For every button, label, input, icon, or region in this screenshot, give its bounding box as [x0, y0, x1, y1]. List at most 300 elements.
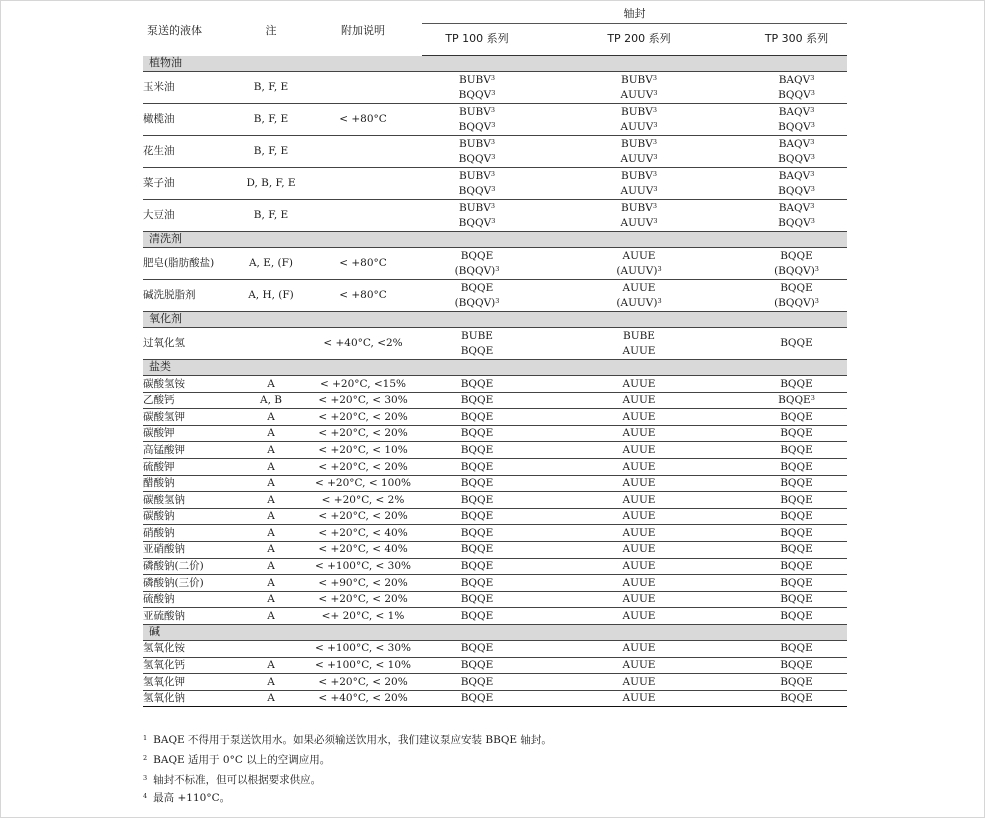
footnote-ref: 3 [657, 264, 662, 273]
tp300-seal-code: BQQE [780, 410, 813, 423]
tp200-seal-code: AUUE [622, 642, 656, 655]
liquid-name: 氢氧化钾 [143, 674, 238, 691]
extra-cell: < +40°C, <2% [304, 328, 422, 360]
tp100-seal-code: BQQE [460, 526, 494, 539]
tp100-seal-code: BQQE [460, 560, 494, 573]
tp200-seal-cell [532, 475, 746, 492]
table-row [143, 425, 847, 442]
footnote-ref: 3 [814, 264, 819, 273]
tp100-seal-code: BQQE [460, 609, 494, 622]
footnote-ref: 3 [491, 216, 496, 225]
footnote-ref: 3 [490, 138, 495, 146]
table-row [143, 575, 847, 592]
tp200-seal-code: AUUE [622, 576, 656, 589]
tp300-seal-code: BQQE [780, 576, 813, 589]
tp200-seal-cell [532, 541, 746, 558]
liquid-name: 碳酸钠 [143, 508, 238, 525]
note-cell: A [238, 492, 304, 509]
tp100-seal-code: BQQE [460, 593, 494, 606]
tp100-seal-cell [422, 541, 532, 558]
tp300-seal-cell [746, 409, 847, 426]
footnote-mark: 4 [143, 792, 148, 800]
category-row [143, 56, 847, 72]
tp200-seal-code: AUUE [622, 510, 656, 523]
note-cell [238, 328, 304, 360]
tp100-seal-cell [422, 392, 532, 409]
category-row [143, 232, 847, 248]
note-cell: B, F, E [238, 72, 304, 104]
extra-cell: < +100°C, < 30% [304, 558, 422, 575]
tp200-seal-cell [532, 248, 746, 280]
note-cell: A, B [238, 392, 304, 409]
footnote-ref: 3 [491, 120, 496, 129]
note-cell: D, B, F, E [238, 168, 304, 200]
tp200-seal-cell [532, 640, 746, 657]
footnote [143, 732, 552, 747]
tp200-seal-cell [532, 674, 746, 691]
tp300-seal-cell [746, 136, 847, 168]
tp300-seal-cell [746, 168, 847, 200]
note-cell: A, E, (F) [238, 248, 304, 280]
tp200-seal-cell [532, 690, 746, 707]
note-cell: B, F, E [238, 104, 304, 136]
tp200-seal-cell [532, 168, 746, 200]
tp300-column-header: TP 300 系列 [746, 24, 847, 56]
tp100-seal-cell [422, 200, 532, 232]
note-cell: A [238, 674, 304, 691]
extra-cell: < +80°C [304, 248, 422, 280]
tp100-seal-code: BQQV$^3$ [458, 184, 496, 197]
tp100-seal-cell [422, 328, 532, 360]
footnote-mark: 3 [143, 774, 148, 782]
table-row [143, 280, 847, 312]
extra-cell: <+ 20°C, < 1% [304, 608, 422, 625]
note-cell: A [238, 657, 304, 674]
tp100-seal-code: BQQE [460, 675, 494, 688]
note-column-header: 注 [265, 23, 277, 37]
liquid-name: 玉米油 [143, 72, 238, 104]
extra-cell [304, 136, 422, 168]
tp200-seal-cell [532, 442, 746, 459]
tp100-seal-cell [422, 508, 532, 525]
note-cell: A [238, 575, 304, 592]
tp300-seal-code: BQQE [780, 593, 813, 606]
liquid-name: 橄榄油 [143, 104, 238, 136]
tp100-seal-cell [422, 558, 532, 575]
tp300-seal-code: BQQE [780, 250, 813, 262]
tp100-seal-cell [422, 525, 532, 542]
tp100-seal-code: BQQE [460, 493, 494, 506]
tp300-seal-code: BQQE [780, 692, 813, 705]
category-title: 清洗剂 [143, 232, 847, 248]
extra-cell: < +20°C, < 30% [304, 392, 422, 409]
footnote-ref: 3 [652, 74, 657, 82]
table-row [143, 492, 847, 509]
footnote-ref: 3 [810, 170, 815, 178]
extra-column-header: 附加说明 [341, 23, 385, 37]
extra-cell: < +20°C, < 20% [304, 458, 422, 475]
tp200-seal-cell [532, 136, 746, 168]
tp200-seal-cell [532, 508, 746, 525]
tp200-seal-code: AUUE [622, 560, 656, 573]
tp300-seal-cell [746, 541, 847, 558]
tp100-seal-cell [422, 376, 532, 393]
tp200-seal-code: AUUV$^3$ [620, 184, 658, 197]
tp200-seal-cell [532, 558, 746, 575]
tp300-seal-code: (BQQV)$^3$ [774, 296, 819, 309]
extra-cell: < +20°C, < 20% [304, 425, 422, 442]
tp200-seal-code: AUUE [622, 377, 656, 390]
tp200-seal-code: AUUE [622, 543, 656, 556]
tp100-seal-code: BQQE [460, 427, 494, 440]
tp300-seal-code: BQQE [780, 460, 813, 473]
tp100-seal-code: BUBV$^3$ [458, 138, 495, 150]
note-cell: A [238, 458, 304, 475]
tp300-seal-cell [746, 525, 847, 542]
liquid-name: 菜子油 [143, 168, 238, 200]
footnote-ref: 3 [653, 120, 658, 129]
tp300-seal-code: BAQV$^3$ [778, 202, 815, 214]
tp100-seal-code: BQQV$^3$ [458, 216, 496, 229]
footnote-ref: 3 [490, 106, 495, 114]
tp100-seal-code: BUBV$^3$ [458, 74, 495, 86]
tp100-seal-code: BQQE [460, 443, 494, 456]
liquid-name: 碳酸氢铵 [143, 376, 238, 393]
footnote [143, 772, 321, 787]
tp100-seal-cell [422, 280, 532, 312]
tp100-seal-cell [422, 104, 532, 136]
tp200-seal-code: AUUE [622, 460, 656, 473]
extra-cell: < +20°C, < 100% [304, 475, 422, 492]
footnote-ref: 3 [495, 296, 500, 305]
table-row [143, 136, 847, 168]
footnote-text: 最高 +110°C。 [153, 792, 231, 804]
footnote-ref: 3 [810, 138, 815, 146]
tp300-seal-code: BQQE [780, 427, 813, 440]
tp200-seal-code: BUBE [623, 330, 655, 342]
footnote-ref: 3 [810, 202, 815, 210]
tp100-seal-cell [422, 657, 532, 674]
tp200-seal-cell [532, 72, 746, 104]
tp300-seal-code: BQQE [780, 526, 813, 539]
tp300-seal-code: BQQE [780, 659, 813, 672]
tp300-seal-code: BQQE [780, 675, 813, 688]
tp200-seal-code: AUUE [622, 493, 656, 506]
tp100-seal-code: BUBV$^3$ [458, 202, 495, 214]
table-row [143, 392, 847, 409]
extra-cell: < +80°C [304, 280, 422, 312]
note-cell: A [238, 525, 304, 542]
tp200-seal-code: AUUE [622, 410, 656, 423]
footnote-text: BAQE 不得用于泵送饮用水。如果必须输送饮用水，我们建议泵应安装 BBQE 轴封。 [153, 734, 552, 746]
tp100-seal-cell [422, 442, 532, 459]
tp300-seal-code: BQQE [780, 642, 813, 655]
note-cell: B, F, E [238, 136, 304, 168]
table-row [143, 657, 847, 674]
extra-cell: < +20°C, < 40% [304, 525, 422, 542]
tp300-seal-code: (BQQV)$^3$ [774, 264, 819, 277]
tp300-seal-code: BAQV$^3$ [778, 138, 815, 150]
table-header-row [143, 6, 847, 24]
footnote-text: 轴封不标准，但可以根据要求供应。 [153, 774, 322, 786]
liquid-name: 硝酸钠 [143, 525, 238, 542]
note-cell [238, 640, 304, 657]
tp200-seal-cell [532, 492, 746, 509]
footnote-ref: 3 [810, 106, 815, 114]
liquid-name: 氢氧化钙 [143, 657, 238, 674]
tp200-seal-cell [532, 392, 746, 409]
liquid-name: 磷酸钠(三价) [143, 575, 238, 592]
table-row [143, 640, 847, 657]
tp300-seal-code: BQQV$^3$ [778, 216, 815, 229]
tp200-seal-code: AUUE [622, 609, 656, 622]
seals-group-header: 轴封 [422, 6, 847, 24]
tp200-seal-code: AUUE [622, 692, 656, 705]
tp100-seal-cell [422, 674, 532, 691]
liquid-name: 碱洗脱脂剂 [143, 280, 238, 312]
tp100-seal-cell [422, 690, 532, 707]
tp100-seal-code: BQQE [460, 543, 494, 556]
tp300-seal-cell [746, 492, 847, 509]
note-cell: A [238, 558, 304, 575]
footnote-ref: 3 [653, 184, 658, 193]
note-cell: A [238, 508, 304, 525]
table-row [143, 690, 847, 707]
extra-cell: < +20°C, < 20% [304, 508, 422, 525]
tp100-seal-code: BQQV$^3$ [458, 152, 496, 165]
tp200-seal-cell [532, 591, 746, 608]
footnote-text: BAQE 适用于 0°C 以上的空调应用。 [153, 754, 331, 766]
footnote-ref: 3 [490, 170, 495, 178]
tp100-seal-code: BQQE [460, 250, 494, 262]
table-row [143, 409, 847, 426]
table-row [143, 508, 847, 525]
extra-cell: < +20°C, < 40% [304, 541, 422, 558]
tp200-seal-cell [532, 280, 746, 312]
table-row [143, 608, 847, 625]
tp200-seal-cell [532, 608, 746, 625]
tp100-seal-cell [422, 640, 532, 657]
footnote-mark: 2 [143, 754, 148, 762]
tp200-seal-code: BUBV$^3$ [620, 106, 657, 118]
tp100-seal-cell [422, 136, 532, 168]
tp300-seal-code: BQQV$^3$ [778, 184, 815, 197]
footnote-ref: 3 [652, 170, 657, 178]
tp100-seal-cell [422, 72, 532, 104]
tp100-seal-cell [422, 425, 532, 442]
tp200-seal-code: AUUE [622, 427, 656, 440]
tp100-seal-code: BQQE [460, 576, 494, 589]
seal-selection-table [143, 6, 847, 707]
liquid-name: 氢氧化铵 [143, 640, 238, 657]
extra-cell: < +20°C, < 20% [304, 409, 422, 426]
table-row [143, 591, 847, 608]
tp300-seal-code: BAQV$^3$ [778, 170, 815, 182]
liquid-name: 磷酸钠(二价) [143, 558, 238, 575]
tp100-seal-cell [422, 458, 532, 475]
tp100-seal-code: BQQE [460, 642, 494, 655]
tp300-seal-cell [746, 328, 847, 360]
tp100-seal-code: (BQQV)$^3$ [454, 296, 500, 309]
footnote-ref: 3 [652, 202, 657, 210]
extra-cell: < +20°C, < 20% [304, 674, 422, 691]
tp200-seal-code: AUUE [622, 344, 656, 357]
tp300-seal-code: BQQV$^3$ [778, 152, 815, 165]
category-row [143, 312, 847, 328]
note-cell: A [238, 475, 304, 492]
tp100-seal-code: BQQE [460, 477, 494, 490]
footnote-ref: 3 [653, 152, 658, 161]
tp300-seal-code: BQQE [780, 443, 813, 456]
tp300-seal-cell [746, 608, 847, 625]
tp300-seal-code: BQQE [780, 510, 813, 523]
footnote-ref: 3 [810, 152, 815, 161]
liquid-name: 氢氧化钠 [143, 690, 238, 707]
table-row [143, 442, 847, 459]
tp100-seal-cell [422, 248, 532, 280]
tp300-seal-code: BQQE [780, 609, 813, 622]
extra-cell: < +20°C, <15% [304, 376, 422, 393]
table-row [143, 525, 847, 542]
tp100-seal-code: BQQE [460, 282, 494, 294]
tp300-seal-cell [746, 442, 847, 459]
tp200-seal-cell [532, 409, 746, 426]
tp100-seal-code: BUBV$^3$ [458, 106, 495, 118]
tp300-seal-code: BQQE [780, 477, 813, 490]
tp300-seal-code: BQQE [780, 377, 813, 390]
footnote-ref: 3 [491, 184, 496, 193]
tp200-seal-cell [532, 575, 746, 592]
tp100-seal-code: BQQV$^3$ [458, 88, 496, 101]
tp100-seal-code: BUBV$^3$ [458, 170, 495, 182]
tp200-seal-code: AUUV$^3$ [620, 88, 658, 101]
tp100-seal-code: BQQE [460, 394, 494, 407]
footnote-ref: 3 [652, 138, 657, 146]
tp100-column-header: TP 100 系列 [422, 24, 532, 56]
tp200-seal-code: AUUE [622, 526, 656, 539]
table-row [143, 458, 847, 475]
tp200-seal-code: AUUE [622, 659, 656, 672]
tp300-seal-code: BQQE$^3$ [778, 394, 815, 407]
tp300-seal-cell [746, 104, 847, 136]
tp100-seal-code: BQQE [460, 692, 494, 705]
tp100-seal-code: BQQE [460, 460, 494, 473]
tp300-seal-cell [746, 425, 847, 442]
tp300-seal-cell [746, 591, 847, 608]
table-row [143, 328, 847, 360]
tp200-seal-code: AUUE [622, 282, 656, 294]
table-row [143, 558, 847, 575]
tp200-seal-code: BUBV$^3$ [620, 74, 657, 86]
table-row [143, 541, 847, 558]
tp300-seal-cell [746, 392, 847, 409]
liquid-name: 亚硝酸钠 [143, 541, 238, 558]
footnote-ref: 3 [810, 184, 815, 193]
footnote-ref: 3 [491, 152, 496, 161]
tp100-seal-cell [422, 575, 532, 592]
table-row [143, 104, 847, 136]
category-row [143, 360, 847, 376]
tp300-seal-code: BQQE [780, 282, 813, 294]
note-cell: A [238, 376, 304, 393]
note-cell: A [238, 409, 304, 426]
table-row [143, 200, 847, 232]
extra-cell: < +20°C, < 20% [304, 591, 422, 608]
tp100-seal-cell [422, 492, 532, 509]
note-cell: A [238, 591, 304, 608]
footnote [143, 752, 330, 767]
note-cell: A [238, 541, 304, 558]
tp200-seal-code: AUUE [622, 443, 656, 456]
tp200-seal-code: BUBV$^3$ [620, 138, 657, 150]
extra-cell [304, 168, 422, 200]
tp300-seal-code: BQQE [780, 493, 813, 506]
table-row [143, 674, 847, 691]
liquid-column-header: 泵送的液体 [147, 23, 202, 37]
tp300-seal-cell [746, 558, 847, 575]
tp100-seal-code: BQQE [460, 410, 494, 423]
footnote-ref: 3 [810, 394, 815, 403]
tp200-seal-code: AUUE [622, 250, 656, 262]
liquid-name: 乙酸钙 [143, 392, 238, 409]
tp100-seal-cell [422, 475, 532, 492]
tp300-seal-cell [746, 248, 847, 280]
footnote-mark: 1 [143, 734, 148, 742]
liquid-name: 碳酸钾 [143, 425, 238, 442]
liquid-name: 过氧化氢 [143, 328, 238, 360]
footnote-ref: 3 [810, 216, 815, 225]
tp100-seal-code: BUBE [461, 330, 493, 342]
note-cell: A [238, 608, 304, 625]
extra-cell [304, 200, 422, 232]
tp100-seal-code: BQQE [460, 510, 494, 523]
extra-cell: < +20°C, < 10% [304, 442, 422, 459]
extra-cell: < +40°C, < 20% [304, 690, 422, 707]
tp300-seal-cell [746, 657, 847, 674]
extra-cell: < +20°C, < 2% [304, 492, 422, 509]
footnote-ref: 3 [652, 106, 657, 114]
liquid-name: 花生油 [143, 136, 238, 168]
liquid-name: 碳酸氢钠 [143, 492, 238, 509]
tp200-seal-code: AUUE [622, 675, 656, 688]
tp100-seal-cell [422, 168, 532, 200]
tp200-seal-cell [532, 425, 746, 442]
tp300-seal-code: BQQV$^3$ [778, 120, 815, 133]
tp200-seal-code: BUBV$^3$ [620, 170, 657, 182]
table-row [143, 475, 847, 492]
liquid-name: 碳酸氢钾 [143, 409, 238, 426]
note-cell: A [238, 442, 304, 459]
liquid-name: 大豆油 [143, 200, 238, 232]
tp300-seal-code: BAQV$^3$ [778, 106, 815, 118]
tp300-seal-cell [746, 508, 847, 525]
footnote-ref: 3 [653, 88, 658, 97]
liquid-name: 高锰酸钾 [143, 442, 238, 459]
tp300-seal-cell [746, 640, 847, 657]
tp300-seal-code: BQQV$^3$ [778, 88, 815, 101]
category-row [143, 624, 847, 640]
tp200-seal-code: (AUUV)$^3$ [616, 296, 662, 309]
extra-cell: < +100°C, < 30% [304, 640, 422, 657]
tp300-seal-code: BQQE [780, 337, 813, 350]
tp300-seal-cell [746, 690, 847, 707]
note-cell: A [238, 425, 304, 442]
tp100-seal-code: (BQQV)$^3$ [454, 264, 500, 277]
tp200-seal-code: AUUE [622, 593, 656, 606]
tp300-seal-cell [746, 280, 847, 312]
footnote-ref: 3 [495, 264, 500, 273]
tp200-seal-code: AUUV$^3$ [620, 216, 658, 229]
